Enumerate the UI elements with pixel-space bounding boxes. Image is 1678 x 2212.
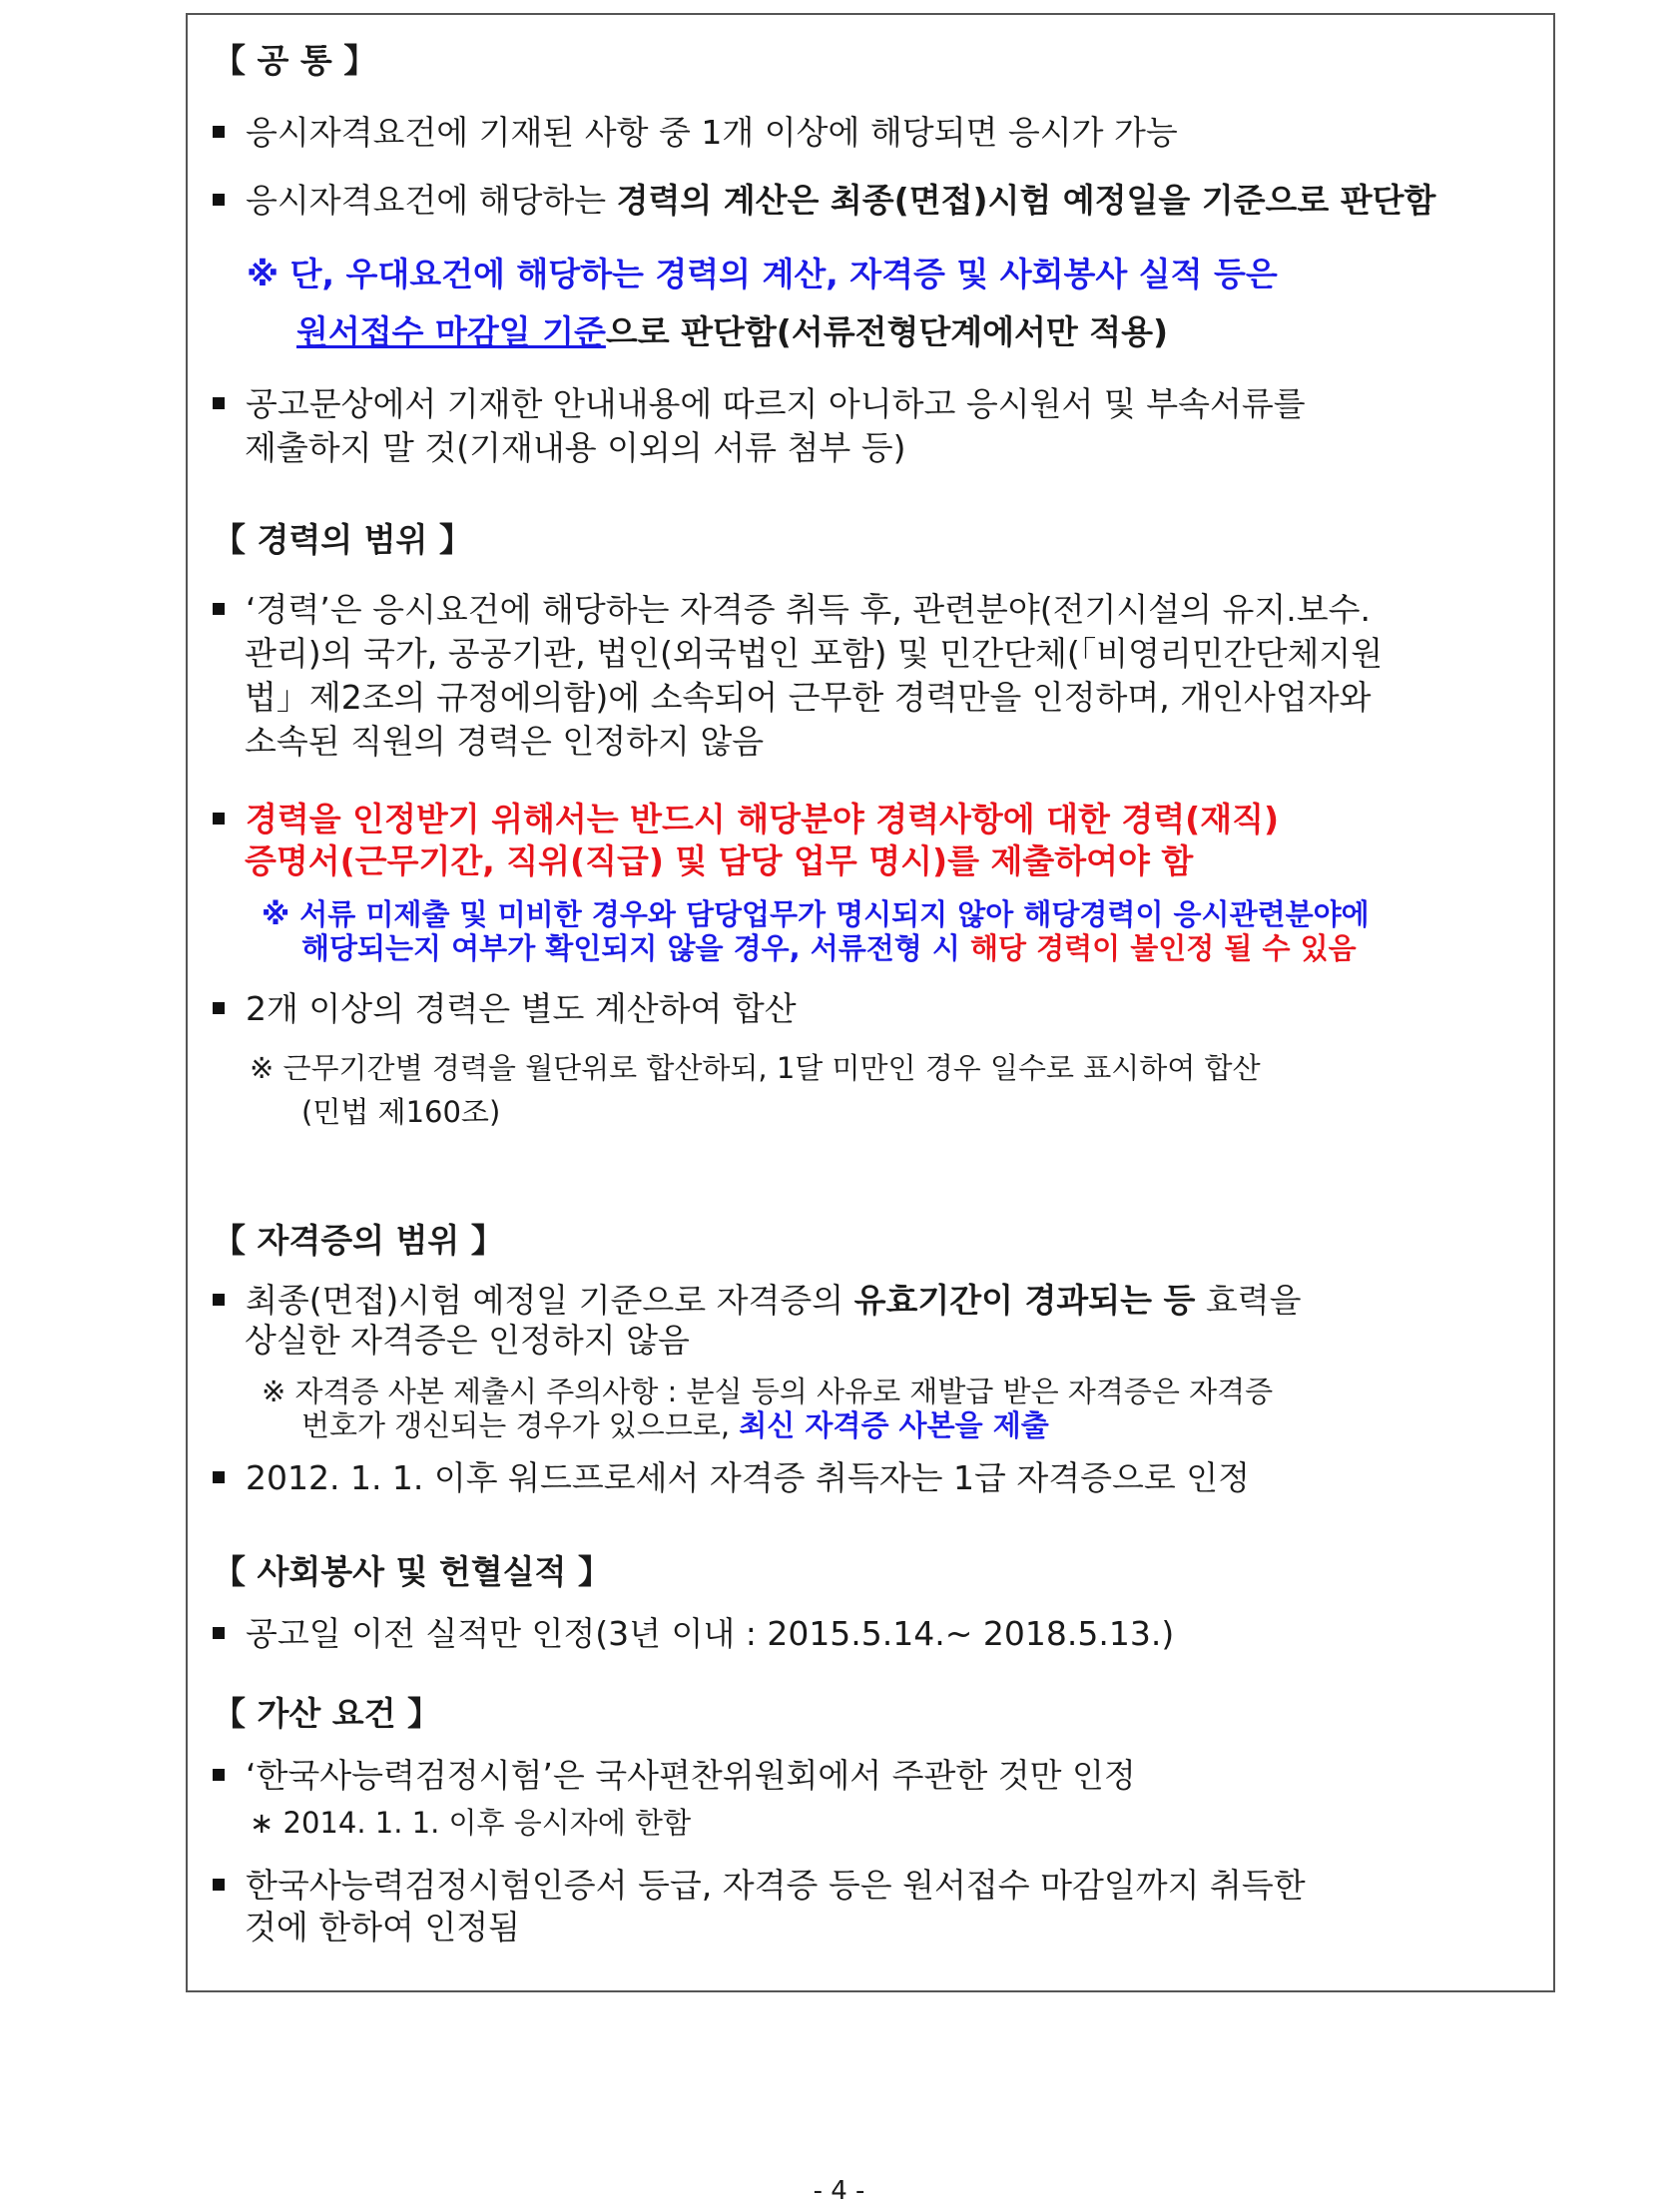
career-bullet-3: 2개 이상의 경력은 별도 계산하여 합산	[213, 988, 797, 1030]
career-bullet-1-line-4: 소속된 직원의 경력은 인정하지 않음	[245, 722, 765, 761]
career-bullet-1-line-2: 관리)의 국가, 공공기관, 법인(외국법인 포함) 및 민간단체(「비영리민간단체지원	[245, 634, 1384, 673]
career-bullet-1-line-3: 법」제2조의 규정에의함)에 소속되어 근무한 경력만을 인정하며, 개인사업자와	[245, 678, 1372, 717]
deadline-link: 원서접수 마감일 기준	[296, 312, 606, 351]
bonus-bullet-2: 한국사능력검정시험인증서 등급, 자격증 등은 원서접수 마감일까지 취득한	[213, 1865, 1530, 1907]
bonus-note: ∗ 2014. 1. 1. 이후 응시자에 한함	[250, 1806, 692, 1840]
common-bullet-3: 공고문상에서 기재한 안내내용에 따르지 아니하고 응시원서 및 부속서류를	[213, 383, 1530, 425]
career-bullet-1: ‘경력’은 응시요건에 해당하는 자격증 취득 후, 관련분야(전기시설의 유지.보수.	[213, 589, 1530, 631]
section-heading-common: 【 공 통 】	[213, 41, 377, 80]
common-bullet-3-cont: 제출하지 말 것(기재내용 이외의 서류 첨부 등)	[245, 428, 906, 467]
license-bullet-2: 2012. 1. 1. 이후 워드프로세서 자격증 취득자는 1급 자격증으로 인정	[213, 1457, 1530, 1499]
square-bullet-icon	[213, 603, 225, 615]
square-bullet-icon	[213, 1002, 225, 1014]
section-heading-volunteer: 【 사회봉사 및 헌혈실적 】	[213, 1552, 611, 1591]
license-note-line-1: ※ 자격증 사본 제출시 주의사항 : 분실 등의 사유로 재발급 받은 자격증은 자격증	[262, 1375, 1274, 1408]
square-bullet-icon	[213, 1471, 225, 1483]
bonus-bullet-2-line-2: 것에 한하여 인정됨	[245, 1908, 521, 1946]
career-note-1-line-1: ※ 서류 미제출 및 미비한 경우와 담당업무가 명시되지 않아 해당경력이 응시관련분야에	[262, 897, 1370, 931]
common-note-line-1: ※ 단, 우대요건에 해당하는 경력의 계산, 자격증 및 사회봉사 실적 등은	[247, 255, 1278, 293]
license-note-line-2: 번호가 갱신되는 경우가 있으므로, 최신 자격증 사본을 제출	[301, 1408, 1049, 1442]
page-number: - 4 -	[813, 2176, 865, 2206]
career-note-1-line-2: 해당되는지 여부가 확인되지 않을 경우, 서류전형 시 해당 경력이 불인정 될 수 있음	[301, 931, 1357, 965]
common-bullet-2: 응시자격요건에 해당하는 경력의 계산은 최종(면접)시험 예정일을 기준으로 판단함	[213, 180, 1530, 222]
section-heading-license: 【 자격증의 범위 】	[213, 1221, 504, 1260]
bonus-bullet-1: ‘한국사능력검정시험’은 국사편찬위원회에서 주관한 것만 인정	[213, 1755, 1530, 1797]
common-bullet-1: 응시자격요건에 기재된 사항 중 1개 이상에 해당되면 응시가 가능	[213, 112, 1530, 154]
square-bullet-icon	[213, 194, 225, 206]
square-bullet-icon	[213, 1627, 225, 1639]
license-bullet-1: 최종(면접)시험 예정일 기준으로 자격증의 유효기간이 경과되는 등 효력을	[213, 1280, 1530, 1322]
license-bullet-1-line-2: 상실한 자격증은 인정하지 않음	[245, 1321, 690, 1360]
square-bullet-icon	[213, 813, 225, 825]
section-heading-bonus: 【 가산 요건 】	[213, 1694, 440, 1733]
square-bullet-icon	[213, 1769, 225, 1781]
square-bullet-icon	[213, 1879, 225, 1891]
career-note-2-line-2: (민법 제160조)	[301, 1095, 501, 1129]
square-bullet-icon	[213, 397, 225, 409]
career-bullet-2-line-2: 증명서(근무기간, 직위(직급) 및 담당 업무 명시)를 제출하여야 함	[245, 841, 1194, 880]
career-bullet-2: 경력을 인정받기 위해서는 반드시 해당분야 경력사항에 대한 경력(재직)	[213, 799, 1530, 840]
common-note-line-2: 원서접수 마감일 기준으로 판단함(서류전형단계에서만 적용)	[296, 312, 1169, 351]
square-bullet-icon	[213, 126, 225, 138]
career-note-2-line-1: ※ 근무기간별 경력을 월단위로 합산하되, 1달 미만인 경우 일수로 표시하여 합산	[250, 1051, 1261, 1085]
square-bullet-icon	[213, 1294, 225, 1306]
section-heading-career: 【 경력의 범위 】	[213, 520, 472, 559]
volunteer-bullet-1: 공고일 이전 실적만 인정(3년 이내 : 2015.5.14.~ 2018.5.13.)	[213, 1613, 1530, 1655]
